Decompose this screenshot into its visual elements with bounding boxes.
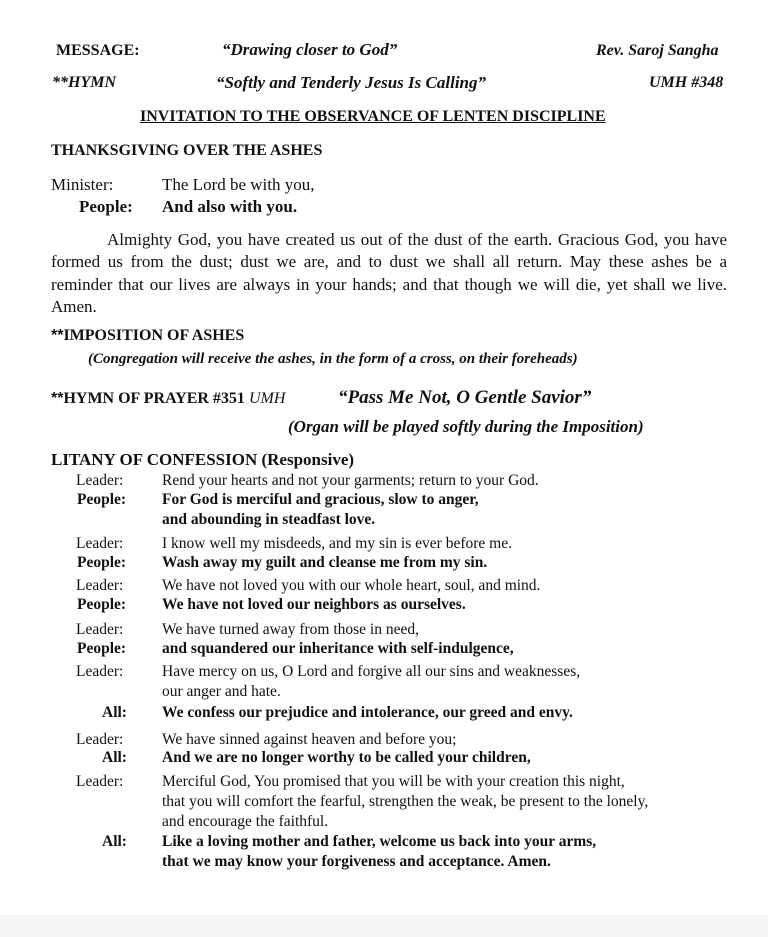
litany-line-text: We have sinned against heaven and before you;: [162, 731, 457, 748]
litany-line-text: For God is merciful and gracious, slow to anger,: [162, 491, 479, 508]
minister-label: Minister:: [51, 175, 114, 194]
stars-marker: **: [51, 327, 64, 344]
litany-label: Leader:: [76, 621, 124, 638]
hymn-of-prayer-source: UMH: [248, 390, 286, 407]
litany-line-text: Rend your hearts and not your garments; return to your God.: [162, 472, 539, 489]
minister-text: The Lord be with you,: [162, 175, 315, 194]
hymn-of-prayer-note: (Organ will be played softly during the Imposition): [288, 417, 644, 436]
prayer-text: Almighty God, you have created us out of the dust of the earth. Gracious God, you have formed us from the dust; dust we are, and to dust we shall all return. May these ashes be a reminder that our lives are always in your hands; and that though we will die, yet shall we live. Amen.: [51, 230, 727, 317]
litany-label: People:: [77, 640, 127, 657]
people-text: And also with you.: [162, 197, 298, 216]
litany-label: Leader:: [76, 472, 124, 489]
people-label: People:: [79, 197, 133, 216]
prayer-paragraph: [51, 229, 727, 319]
litany-line-text: that we may know your forgiveness and acceptance. Amen.: [162, 853, 551, 870]
litany-line-text: and squandered our inheritance with self-indulgence,: [162, 640, 514, 657]
message-title: “Drawing closer to God”: [222, 40, 398, 59]
litany-line-text: I know well my misdeeds, and my sin is ever before me.: [162, 535, 512, 552]
litany-line-text: We have not loved our neighbors as ourselves.: [162, 596, 466, 613]
hymn-of-prayer-row: [51, 390, 285, 408]
imposition-note: (Congregation will receive the ashes, in the form of a cross, on their foreheads): [88, 351, 578, 367]
page-bottom-strip: [0, 915, 768, 937]
litany-label: Leader:: [76, 731, 124, 748]
litany-label: People:: [77, 554, 127, 571]
litany-label: All:: [102, 749, 127, 766]
hymn-of-prayer-heading: HYMN OF PRAYER #351: [63, 390, 245, 407]
litany-subheading: (Responsive): [261, 450, 355, 469]
litany-heading: LITANY OF CONFESSION: [51, 450, 258, 469]
litany-line-text: Merciful God, You promised that you will be with your creation this night,: [162, 773, 625, 790]
hymn-title: “Softly and Tenderly Jesus Is Calling”: [216, 73, 486, 92]
litany-label: People:: [77, 596, 127, 613]
imposition-heading: IMPOSITION OF ASHES: [63, 327, 245, 344]
imposition-heading-row: [51, 327, 244, 345]
stars-marker: **: [51, 390, 64, 407]
litany-label: All:: [102, 833, 127, 850]
litany-line-text: Like a loving mother and father, welcome us back into your arms,: [162, 833, 597, 850]
hymn-of-prayer-title: “Pass Me Not, O Gentle Savior”: [338, 387, 592, 408]
litany-line-text: We have turned away from those in need,: [162, 621, 419, 638]
invitation-heading: INVITATION TO THE OBSERVANCE OF LENTEN DISCIPLINE: [140, 108, 606, 125]
litany-line-text: and abounding in steadfast love.: [162, 511, 376, 528]
litany-line-text: And we are no longer worthy to be called your children,: [162, 749, 531, 766]
litany-heading-row: [51, 450, 354, 470]
thanksgiving-heading: THANKSGIVING OVER THE ASHES: [51, 142, 323, 159]
message-author: Rev. Saroj Sangha: [596, 42, 719, 59]
litany-line-text: We confess our prejudice and intolerance, our greed and envy.: [162, 704, 573, 721]
litany-line-text: We have not loved you with our whole heart, soul, and mind.: [162, 577, 541, 594]
litany-label: Leader:: [76, 663, 124, 680]
litany-line-text: Wash away my guilt and cleanse me from my sin.: [162, 554, 488, 571]
hymn-label: **HYMN: [52, 74, 116, 91]
litany-line-text: that you will comfort the fearful, strengthen the weak, be present to the lonely,: [162, 793, 649, 810]
litany-line-text: and encourage the faithful.: [162, 813, 329, 830]
litany-label: Leader:: [76, 535, 124, 552]
litany-label: All:: [102, 704, 127, 721]
litany-label: Leader:: [76, 773, 124, 790]
litany-label: Leader:: [76, 577, 124, 594]
litany-line-text: our anger and hate.: [162, 683, 281, 700]
hymn-number: UMH #348: [649, 74, 724, 91]
message-label: MESSAGE:: [56, 42, 140, 59]
litany-label: People:: [77, 491, 127, 508]
litany-line-text: Have mercy on us, O Lord and forgive all our sins and weaknesses,: [162, 663, 581, 680]
